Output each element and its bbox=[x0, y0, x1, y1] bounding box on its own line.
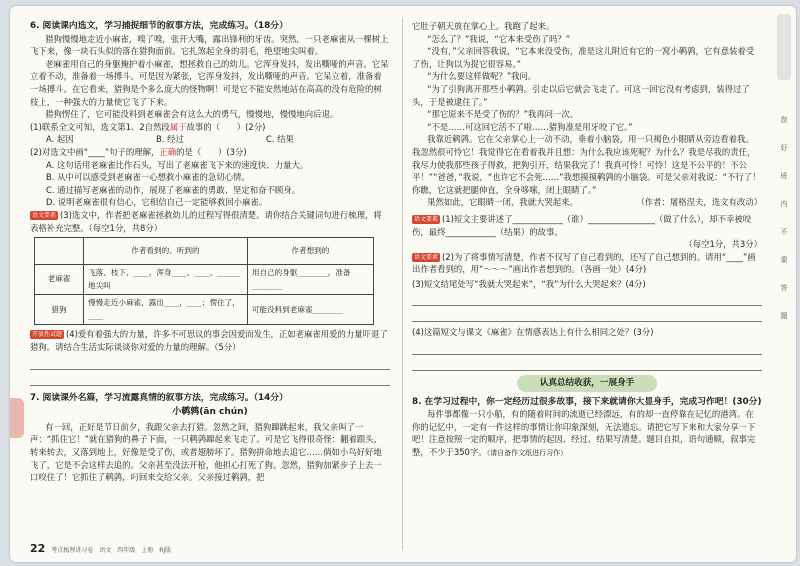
q6-s2: (2)对选文中画“____”句子的理解，正确的是（ ）(3分) bbox=[30, 146, 247, 157]
q7-para3: 我靠近鹌鹑。它在父亲掌心上一动不动，垂着小脑袋，用一只褐色小眼睛从旁边看着我。我忽然很可怜它！我觉得它在看着我并且想：为什么我应该死呢？为什么？我是尽我的责任，我尽力使我那些孩子得救，把狗引开，结果我完了！我真可怜！可怜！这是不公平的！不公平！”“爸爸，”我说，“也许它不会死……”我想摸摸鹌鹑的小脑袋。可是父亲对我说：“不行了！你瞧，它这就把腿伸直，全身哆嗦，闭上眼睛了。” bbox=[412, 134, 761, 195]
page-edge-mark bbox=[10, 398, 24, 438]
row-label: 猎狗 bbox=[35, 295, 84, 325]
page-number: 22 bbox=[30, 542, 46, 555]
section-banner: 认真总结收获，一展身手 bbox=[517, 375, 657, 392]
page-footer bbox=[30, 542, 171, 555]
dialog-line: “为了引狗离开那些小鹌鹑。引走以后它就会飞走了。可这一回它没有考虑到，装得过了头，于是被逮住了。” bbox=[412, 83, 750, 107]
answer-line[interactable] bbox=[412, 309, 762, 322]
story-title: 小鹌鹑(ān chún) bbox=[172, 407, 248, 418]
q6-s2-option-a[interactable]: A. 这句话用老麻雀比作石头，写出了老麻雀飞下来的速度快、力量大。 bbox=[46, 159, 309, 170]
row-label: 老麻雀 bbox=[35, 265, 84, 295]
option-b[interactable]: B. 经过 bbox=[156, 134, 184, 145]
answer-line[interactable] bbox=[412, 342, 762, 355]
answer-line[interactable] bbox=[30, 373, 390, 386]
table-head-seen: 作者看到的、听到的 bbox=[84, 238, 248, 265]
q8-title: 8. 在学习过程中，你一定经历过很多故事，接下来就请你大显身手，完成习作吧！(30分) bbox=[412, 396, 762, 407]
q6-s2-option-d[interactable]: D. 说明老麻雀很有信心，它相信自己一定能够救回小麻雀。 bbox=[46, 197, 268, 208]
exam-sheet bbox=[10, 6, 796, 562]
dialog-line: “怎么了？”我说，“它本来受伤了吗？” bbox=[427, 33, 571, 44]
cell-seen[interactable]: 飞落、枝下、____、浑身____、____、______地尖叫 bbox=[84, 265, 248, 295]
q7-s1-score: （每空1分，共3分） bbox=[684, 239, 762, 250]
table-head-thought: 作者想到的 bbox=[247, 238, 373, 265]
q7-s3: (3)短文结尾处写“我就大哭起来”，“我”为什么大哭起来？(4分) bbox=[412, 278, 646, 289]
q6-s3: 语文要素 (3)选文中，作者把老麻雀拯救幼儿的过程写得很清楚。请你结合关键词句进行梳理，将表格补充完整。（每空1分，共8分） bbox=[30, 209, 382, 233]
table-row bbox=[35, 265, 374, 295]
q7-s4: (4)这篇短文与课文《麻雀》在情感表达上有什么相同之处？(3分) bbox=[412, 327, 654, 338]
q8-note: （请自备作文纸进行习作） bbox=[486, 449, 568, 458]
left-column bbox=[30, 20, 390, 484]
q7-title: 7. 阅读课外名篇，学习流露真情的叙事方法，完成练习。（14分） bbox=[30, 392, 288, 403]
cell-thought[interactable]: 可能没料到老麻雀________ bbox=[247, 295, 373, 325]
option-c[interactable]: C. 结果 bbox=[266, 134, 294, 145]
open-tag: 开放性试题 bbox=[32, 331, 63, 339]
table-row bbox=[35, 295, 374, 325]
q7-para2: 它肚子朝天放在掌心上。我跑了起来。 bbox=[412, 21, 555, 31]
q7-s1: 语文要素 (1)短文主要讲述了____________（谁）________________（做了什么），却不幸被咬伤，最终____________（结果）的故事。 bbox=[412, 213, 752, 237]
right-column bbox=[412, 20, 762, 460]
dialog-line: “为什么要这样做呢？”我问。 bbox=[427, 71, 537, 82]
q8-body: 每件事都像一只小船，有的随着时间的流逝已经漂远，有的却一直停靠在记忆的港湾。在你的记忆中，一定有一件这样的事情让你印象深刻，无法遗忘。请把它写下来和大家分享一下吧！注意按照一定的顺序，把事情的起因、经过、结果写清楚。题目自拟，语句通顺，叙事完整，不少于350字。（请自备作文纸进行习作） bbox=[412, 409, 756, 458]
q6-para2: 老麻雀用自己的身躯掩护着小麻雀，想拯救自己的幼儿。它浑身发抖，发出嘶哑的声音。它呆立着不动，准备着一场搏斗。可是因为紧张，它浑身发抖，发出嘶哑的声音。它呆立着，准备着一场搏斗。在它看来，猎狗是个多么庞大的怪物啊！可是它不能安然地站在高高的没有危险的树枝上，一种强大的力量使它飞了下来。 bbox=[30, 58, 389, 107]
binding-strip bbox=[777, 14, 791, 80]
answer-line[interactable] bbox=[412, 293, 762, 306]
cell-thought[interactable]: 用自己的身躯________，准备________ bbox=[247, 265, 373, 295]
q6-para3: 猎狗愣住了，它可能没料到老麻雀会有这么大的勇气，慢慢地，慢慢地向后退。 bbox=[45, 109, 339, 120]
column-divider bbox=[402, 18, 403, 550]
side-strip: 您 好 班 内 不 要 答 题 bbox=[780, 116, 788, 320]
q6-s2-option-c[interactable]: C. 通过描写老麻雀的动作，展现了老麻雀的勇敢、坚定和奋不顾身。 bbox=[46, 184, 301, 195]
q6-para1: 猎狗慢慢地走近小麻雀，嗅了嗅，张开大嘴，露出锋利的牙齿。突然，一只老麻雀从一棵树上飞下来，像一块石头似的落在猎狗面前。它扎煞起全身的羽毛，绝望地尖叫着。 bbox=[30, 33, 389, 57]
cell-seen[interactable]: 慢慢走近小麻雀，露出____，____；愣住了，____ bbox=[84, 295, 248, 325]
dialog-line: “没有，”父亲回答我说，“它本来没受伤，准是这儿附近有它的一窝小鹌鹑，它有意装着受了伤，让狗以为捉它很容易。” bbox=[412, 46, 755, 69]
q7-para1: 有一回，正好是节日前夕，我跟父亲去打猎。忽然之间，猎狗蹿跳起来，我父亲叫了一声：“抓住它！”就在猎狗的鼻子下面，一只鹌鹑蹿起来飞走了。可是它飞得很奇怪：翻着跟头，转来转去，又落到地上，好像是受了伤，或者翅膀坏了。猎狗拼命地去追它……倘如小鸟好好地飞了，它是不会这样去追的。父亲甚至没法开枪，他担心打死了狗。忽然，猎狗加紧步子上去一口咬住了！它抓住了鹌鹑，叼回来交给父亲。父亲接过鹌鹑，把 bbox=[30, 421, 383, 483]
q6-title: 6. 阅读课内选文，学习捕捉细节的叙事方法，完成练习。（18分） bbox=[30, 21, 288, 31]
answer-line[interactable] bbox=[30, 357, 390, 370]
q6-s1-options bbox=[30, 133, 390, 146]
q7-s2: 语文要素 (2)为了将事情写清楚，作者不仅写了自己看到的，还写了自己想到的。请用“____”画出作者看到的，用“～～～”画出作者想到的。（各画一处）(4分) bbox=[412, 251, 756, 275]
footer-text: 考点梳理讲习卷 语文 四年级 上册 RJ版 bbox=[51, 547, 172, 554]
q7-para4: 果然如此，它眼睛一闭，我就大哭起来。 （作者：屠格涅夫，选文有改动） bbox=[427, 197, 762, 208]
q6-table bbox=[34, 237, 374, 325]
dialog-line: “那它原来不是受了伤的？”我再问一次。 bbox=[427, 109, 579, 120]
dialog-line: “不是……可这回它活不了啦……猎狗准是用牙咬了它。” bbox=[427, 121, 633, 132]
answer-line[interactable] bbox=[412, 358, 762, 371]
q6-s2-option-b[interactable]: B. 从中可以感受到老麻雀一心想救小麻雀的急切心情。 bbox=[46, 172, 250, 183]
skill-tag: 语文要素 bbox=[32, 211, 57, 219]
option-a[interactable]: A. 起因 bbox=[46, 134, 74, 145]
source-note: （作者：屠格涅夫，选文有改动） bbox=[636, 197, 762, 208]
q6-s4: 开放性试题 (4)爱有着强大的力量，许多不可思议的事会因爱而发生，正如老麻雀用爱的力量吓退了猎狗。请结合生活实际谈谈你对爱的力量的理解。（5分） bbox=[30, 329, 388, 353]
q6-s1: (1)联系全文可知，选文第1、2自然段属于故事的（ ）(2分) bbox=[30, 121, 266, 132]
